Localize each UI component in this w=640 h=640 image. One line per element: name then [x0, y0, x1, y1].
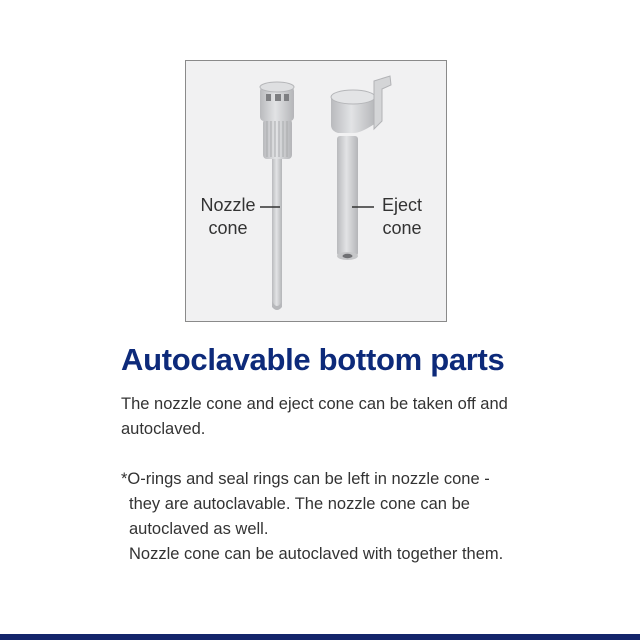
footnote-paragraph [121, 467, 541, 567]
bottom-accent-bar [0, 634, 640, 640]
note-line-1: *O-rings and seal rings can be left in nozzle cone - [121, 470, 490, 488]
intro-line-1: The nozzle cone and eject cone can be taken off and [121, 395, 508, 413]
note-line-3: autoclaved as well. [129, 520, 269, 538]
intro-line-2: autoclaved. [121, 420, 206, 438]
eject-label-line1: Eject [381, 195, 423, 215]
parts-illustration [186, 61, 447, 322]
eject-cone-label [377, 194, 427, 240]
eject-label-line2: cone [382, 218, 422, 238]
section-heading: Autoclavable bottom parts [121, 342, 505, 377]
nozzle-label-line1: Nozzle [200, 195, 256, 215]
nozzle-label-line2: cone [208, 218, 248, 238]
nozzle-cone-part [260, 82, 294, 310]
intro-paragraph [121, 392, 541, 442]
note-line-4: Nozzle cone can be autoclaved with together them. [129, 545, 504, 563]
parts-photo [185, 60, 447, 322]
nozzle-cone-label [196, 194, 260, 240]
note-line-2: they are autoclavable. The nozzle cone can be [129, 495, 470, 513]
